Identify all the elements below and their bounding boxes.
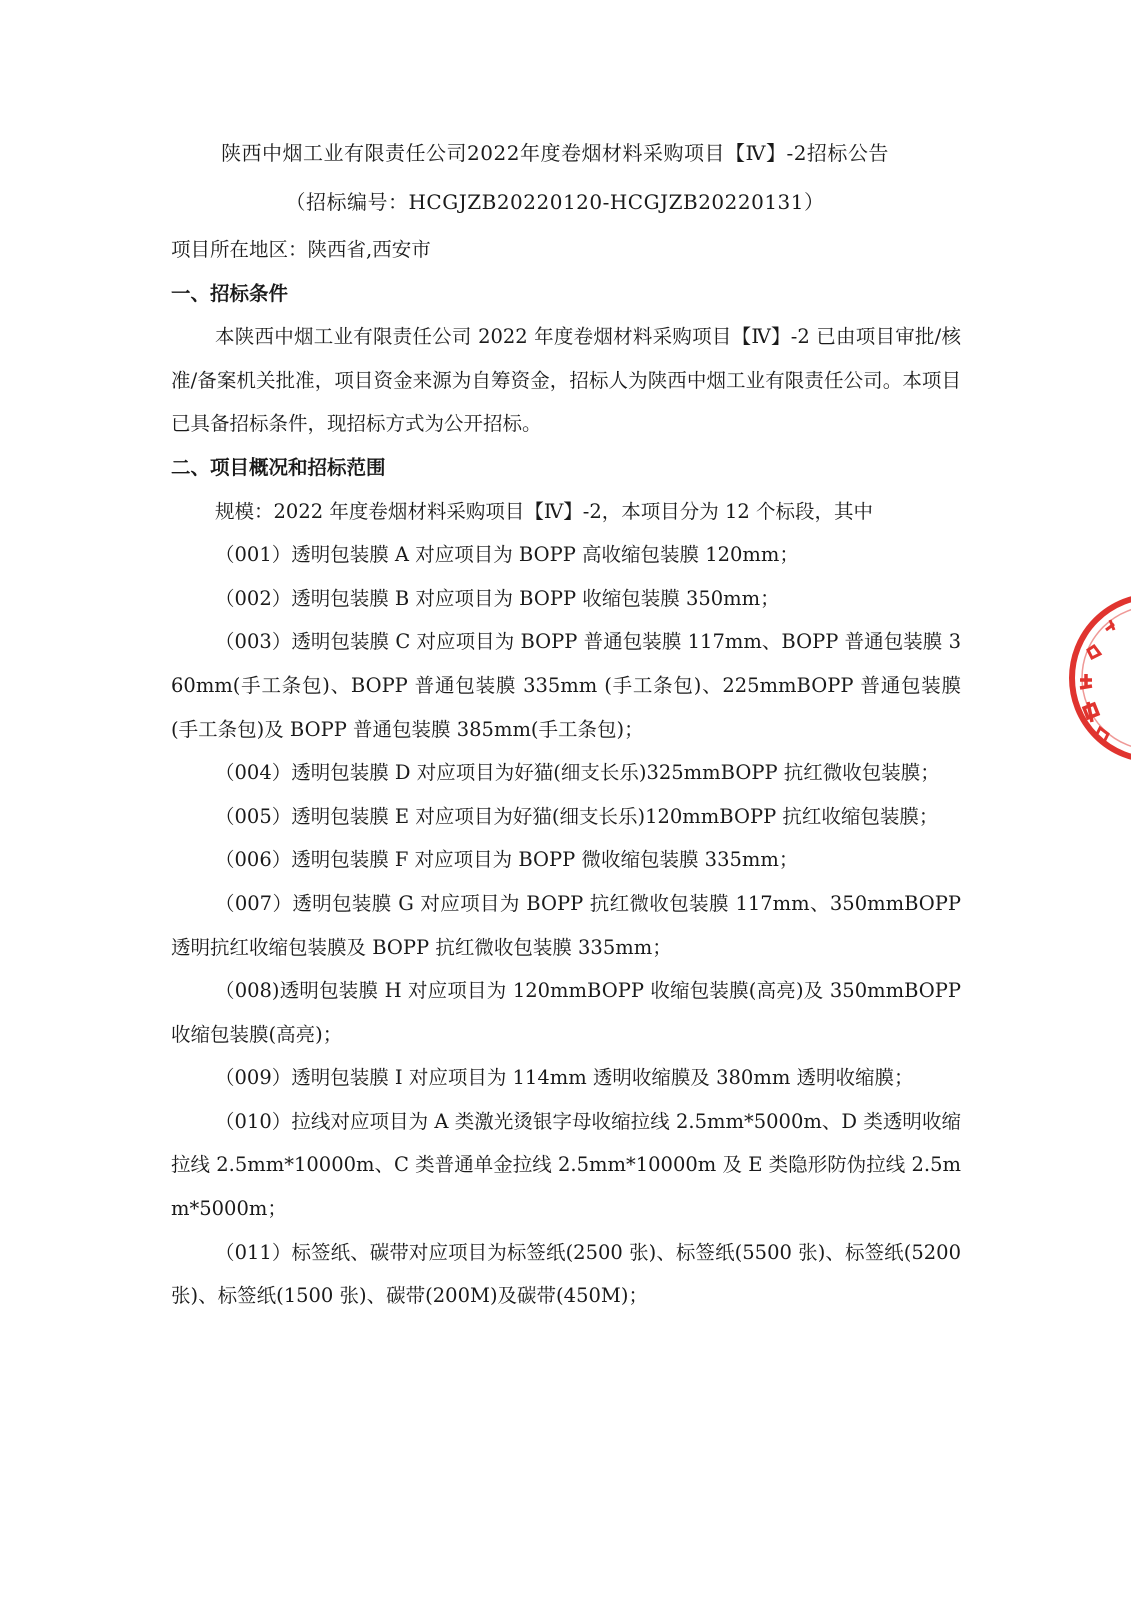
lot-item: （002）透明包装膜 B 对应项目为 BOPP 收缩包装膜 350mm； <box>215 586 780 610</box>
project-region: 项目所在地区：陕西省,西安市 <box>171 238 431 261</box>
lot-item: （007）透明包装膜 G 对应项目为 BOPP 抗红微收包装膜 117mm、350mmBOPP 透明抗红收缩包装膜及 BOPP 抗红微收包装膜 335mm； <box>171 891 961 959</box>
lot-item: （005）透明包装膜 E 对应项目为好猫(细支长乐)120mmBOPP 抗红收缩包装膜； <box>215 804 939 828</box>
lot-item: （003）透明包装膜 C 对应项目为 BOPP 普通包装膜 117mm、BOPP 普通包装膜 360mm(手工条包)、BOPP 普通包装膜 335mm (手工条包)、225mmBOPP 普通包装膜(手工条包)及 BOPP 普通包装膜 385mm(手工条包)； <box>171 630 961 741</box>
section-heading-tender-conditions: 一、招标条件 <box>171 281 289 305</box>
red-seal-stamp <box>1066 590 1131 770</box>
document-body <box>171 228 961 1318</box>
lot-item: （001）透明包装膜 A 对应项目为 BOPP 高收缩包装膜 120mm； <box>215 543 799 567</box>
lot-item: （009）透明包装膜 I 对应项目为 114mm 透明收缩膜及 380mm 透明收缩膜； <box>215 1066 914 1090</box>
project-scale: 规模：2022 年度卷烟材料采购项目【Ⅳ】-2，本项目分为 12 个标段，其中 <box>215 499 874 523</box>
lot-item: （006）透明包装膜 F 对应项目为 BOPP 微收缩包装膜 335mm； <box>215 848 799 872</box>
document-title: 陕西中烟工业有限责任公司2022年度卷烟材料采购项目【Ⅳ】-2招标公告 <box>221 141 889 165</box>
section-heading-project-overview: 二、项目概况和招标范围 <box>171 455 386 479</box>
tender-conditions-paragraph: 本陕西中烟工业有限责任公司 2022 年度卷烟材料采购项目【Ⅳ】-2 已由项目审批/核准/备案机关批准，项目资金来源为自筹资金，招标人为陕西中烟工业有限责任公司。本项目已具备招标条件，现招标方式为公开招标。 <box>171 325 961 436</box>
lot-item: （010）拉线对应项目为 A 类激光烫银字母收缩拉线 2.5mm*5000m、D 类透明收缩拉线 2.5mm*10000m、C 类普通单金拉线 2.5mm*10000m 及 E 类隐形防伪拉线 2.5mm*5000m； <box>171 1109 961 1221</box>
lot-item: （011）标签纸、碳带对应项目为标签纸(2500 张)、标签纸(5500 张)、标签纸(5200 张)、标签纸(1500 张)、碳带(200M)及碳带(450M)； <box>171 1240 961 1308</box>
lot-item: （004）透明包装膜 D 对应项目为好猫(细支长乐)325mmBOPP 抗红微收包装膜； <box>215 761 940 785</box>
lot-item: （008)透明包装膜 H 对应项目为 120mmBOPP 收缩包装膜(高亮)及 350mmBOPP 收缩包装膜(高亮)； <box>171 979 962 1046</box>
tender-number: （招标编号：HCGJZB20220120-HCGJZB20220131） <box>285 190 825 214</box>
